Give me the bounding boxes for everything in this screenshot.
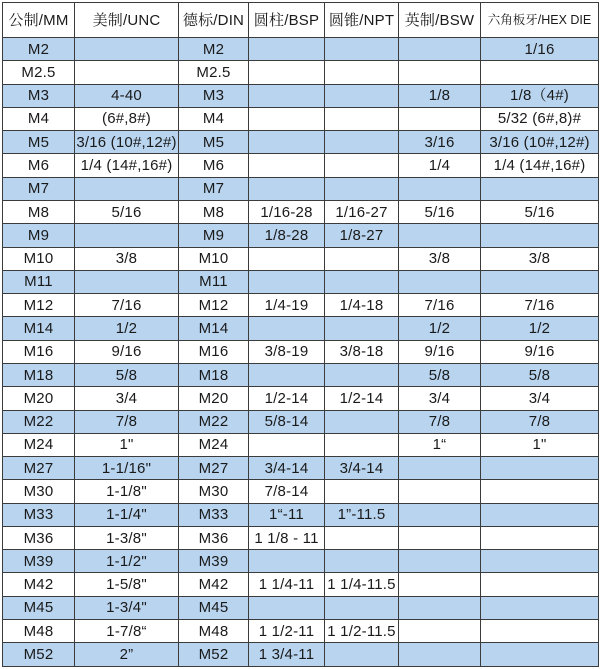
table-row	[3, 131, 599, 154]
cell-din: M9	[179, 224, 249, 247]
cell-bsp	[249, 61, 325, 84]
cell-bsw	[399, 596, 481, 619]
cell-unc: 1-1/2"	[75, 550, 179, 573]
cell-bsp: 3/8-19	[249, 340, 325, 363]
cell-hex-die	[481, 270, 599, 293]
cell-bsw	[399, 224, 481, 247]
cell-metric: M22	[3, 410, 75, 433]
cell-npt	[325, 84, 399, 107]
cell-din: M52	[179, 643, 249, 667]
cell-metric: M5	[3, 131, 75, 154]
cell-bsw	[399, 573, 481, 596]
table-row	[3, 224, 599, 247]
cell-npt	[325, 526, 399, 549]
cell-din: M36	[179, 526, 249, 549]
cell-unc: 1-1/16"	[75, 457, 179, 480]
cell-din: M2.5	[179, 61, 249, 84]
cell-bsw	[399, 620, 481, 643]
cell-unc	[75, 61, 179, 84]
table-row	[3, 526, 599, 549]
cell-unc	[75, 270, 179, 293]
cell-npt	[325, 61, 399, 84]
cell-bsw	[399, 38, 481, 61]
thread-size-chart	[2, 2, 598, 667]
cell-metric: M3	[3, 84, 75, 107]
table-row	[3, 38, 599, 61]
cell-din: M27	[179, 457, 249, 480]
cell-bsp	[249, 270, 325, 293]
cell-npt: 1/2-14	[325, 387, 399, 410]
cell-bsp: 1 1/4-11	[249, 573, 325, 596]
cell-bsp: 1/2-14	[249, 387, 325, 410]
cell-unc: 1-1/8"	[75, 480, 179, 503]
cell-unc	[75, 177, 179, 200]
cell-hex-die: 3/4	[481, 387, 599, 410]
cell-npt	[325, 270, 399, 293]
cell-bsw: 1/4	[399, 154, 481, 177]
cell-unc: 3/8	[75, 247, 179, 270]
cell-din: M4	[179, 107, 249, 130]
cell-bsp: 1/16-28	[249, 200, 325, 223]
cell-metric: M30	[3, 480, 75, 503]
cell-unc: 1-1/4"	[75, 503, 179, 526]
table-row	[3, 503, 599, 526]
cell-bsp: 7/8-14	[249, 480, 325, 503]
header-row	[3, 3, 599, 38]
cell-metric: M33	[3, 503, 75, 526]
cell-hex-die: 1/4 (14#,16#)	[481, 154, 599, 177]
column-header-unc: 美制/UNC	[75, 3, 179, 38]
cell-unc: 1-7/8“	[75, 620, 179, 643]
cell-bsp	[249, 596, 325, 619]
cell-bsp: 1 1/8 - 11	[249, 526, 325, 549]
cell-hex-die: 5/32 (6#,8)#	[481, 107, 599, 130]
cell-din: M7	[179, 177, 249, 200]
cell-hex-die	[481, 177, 599, 200]
cell-npt: 3/4-14	[325, 457, 399, 480]
column-header-hex-die: 六角板牙/HEX DIE	[481, 3, 599, 38]
cell-din: M10	[179, 247, 249, 270]
cell-npt	[325, 247, 399, 270]
cell-din: M2	[179, 38, 249, 61]
cell-metric: M10	[3, 247, 75, 270]
cell-unc: 3/4	[75, 387, 179, 410]
cell-metric: M7	[3, 177, 75, 200]
table-row	[3, 61, 599, 84]
cell-npt	[325, 177, 399, 200]
cell-bsp	[249, 550, 325, 573]
cell-unc: 5/16	[75, 200, 179, 223]
table-row	[3, 550, 599, 573]
cell-din: M6	[179, 154, 249, 177]
cell-npt: 1/16-27	[325, 200, 399, 223]
cell-hex-die: 7/8	[481, 410, 599, 433]
cell-metric: M12	[3, 294, 75, 317]
cell-metric: M16	[3, 340, 75, 363]
cell-npt: 1/4-18	[325, 294, 399, 317]
cell-hex-die	[481, 526, 599, 549]
cell-bsw: 3/4	[399, 387, 481, 410]
cell-metric: M2.5	[3, 61, 75, 84]
table-body	[3, 38, 599, 667]
cell-bsw: 5/8	[399, 363, 481, 386]
cell-npt	[325, 131, 399, 154]
table-row	[3, 410, 599, 433]
table-row	[3, 620, 599, 643]
table-row	[3, 154, 599, 177]
cell-din: M20	[179, 387, 249, 410]
cell-bsw: 1/2	[399, 317, 481, 340]
cell-bsp: 1 3/4-11	[249, 643, 325, 667]
table-row	[3, 596, 599, 619]
cell-bsw	[399, 643, 481, 667]
cell-unc: 1"	[75, 433, 179, 456]
cell-metric: M8	[3, 200, 75, 223]
cell-metric: M2	[3, 38, 75, 61]
cell-din: M22	[179, 410, 249, 433]
column-header-bsw: 英制/BSW	[399, 3, 481, 38]
table-row	[3, 107, 599, 130]
cell-hex-die: 1/2	[481, 317, 599, 340]
cell-bsw: 3/8	[399, 247, 481, 270]
cell-metric: M27	[3, 457, 75, 480]
cell-bsp	[249, 107, 325, 130]
cell-hex-die	[481, 596, 599, 619]
cell-bsp: 3/4-14	[249, 457, 325, 480]
cell-hex-die	[481, 224, 599, 247]
cell-bsw: 7/16	[399, 294, 481, 317]
cell-hex-die: 1"	[481, 433, 599, 456]
cell-unc: 7/16	[75, 294, 179, 317]
cell-bsw: 5/16	[399, 200, 481, 223]
cell-bsp	[249, 317, 325, 340]
cell-din: M3	[179, 84, 249, 107]
cell-din: M14	[179, 317, 249, 340]
column-header-metric: 公制/MM	[3, 3, 75, 38]
cell-bsw: 1“	[399, 433, 481, 456]
cell-bsw	[399, 526, 481, 549]
cell-bsp: 5/8-14	[249, 410, 325, 433]
cell-bsp: 1 1/2-11	[249, 620, 325, 643]
cell-bsp	[249, 177, 325, 200]
table-row	[3, 363, 599, 386]
cell-npt	[325, 363, 399, 386]
table-row	[3, 317, 599, 340]
cell-hex-die: 1/8（4#)	[481, 84, 599, 107]
cell-din: M39	[179, 550, 249, 573]
cell-bsp	[249, 247, 325, 270]
table-row	[3, 340, 599, 363]
cell-unc: 1-3/4"	[75, 596, 179, 619]
table-row	[3, 294, 599, 317]
table-row	[3, 84, 599, 107]
cell-bsp	[249, 131, 325, 154]
cell-bsw	[399, 503, 481, 526]
cell-unc: 5/8	[75, 363, 179, 386]
cell-bsp	[249, 433, 325, 456]
cell-din: M11	[179, 270, 249, 293]
cell-bsw	[399, 550, 481, 573]
table-row	[3, 457, 599, 480]
cell-bsw	[399, 177, 481, 200]
cell-npt	[325, 596, 399, 619]
cell-unc: 1-3/8"	[75, 526, 179, 549]
cell-bsp	[249, 84, 325, 107]
cell-hex-die	[481, 61, 599, 84]
cell-bsw	[399, 270, 481, 293]
cell-npt	[325, 550, 399, 573]
cell-hex-die: 3/16 (10#,12#)	[481, 131, 599, 154]
cell-npt: 1”-11.5	[325, 503, 399, 526]
cell-din: M5	[179, 131, 249, 154]
table-row	[3, 200, 599, 223]
cell-metric: M39	[3, 550, 75, 573]
cell-npt: 1/8-27	[325, 224, 399, 247]
cell-hex-die	[481, 457, 599, 480]
table-row	[3, 177, 599, 200]
cell-din: M48	[179, 620, 249, 643]
cell-unc: 3/16 (10#,12#)	[75, 131, 179, 154]
cell-hex-die: 9/16	[481, 340, 599, 363]
cell-npt: 3/8-18	[325, 340, 399, 363]
cell-hex-die: 5/8	[481, 363, 599, 386]
cell-hex-die: 7/16	[481, 294, 599, 317]
cell-hex-die: 3/8	[481, 247, 599, 270]
cell-bsw	[399, 457, 481, 480]
cell-bsw	[399, 480, 481, 503]
cell-metric: M11	[3, 270, 75, 293]
cell-npt	[325, 107, 399, 130]
cell-bsw: 1/8	[399, 84, 481, 107]
cell-metric: M24	[3, 433, 75, 456]
cell-metric: M9	[3, 224, 75, 247]
table-row	[3, 643, 599, 667]
cell-din: M30	[179, 480, 249, 503]
table-row	[3, 247, 599, 270]
table-row	[3, 480, 599, 503]
cell-bsw	[399, 107, 481, 130]
cell-hex-die	[481, 643, 599, 667]
table-header	[3, 3, 599, 38]
column-header-din: 德标/DIN	[179, 3, 249, 38]
cell-bsp	[249, 38, 325, 61]
cell-metric: M20	[3, 387, 75, 410]
cell-npt	[325, 643, 399, 667]
cell-unc: 1/2	[75, 317, 179, 340]
cell-hex-die: 1/16	[481, 38, 599, 61]
cell-hex-die	[481, 573, 599, 596]
cell-metric: M45	[3, 596, 75, 619]
cell-hex-die	[481, 503, 599, 526]
table-row	[3, 433, 599, 456]
table-row	[3, 270, 599, 293]
cell-metric: M6	[3, 154, 75, 177]
table-row	[3, 573, 599, 596]
cell-unc: 1/4 (14#,16#)	[75, 154, 179, 177]
cell-din: M8	[179, 200, 249, 223]
cell-npt	[325, 410, 399, 433]
cell-unc: 4-40	[75, 84, 179, 107]
column-header-bsp: 圆柱/BSP	[249, 3, 325, 38]
cell-din: M16	[179, 340, 249, 363]
cell-metric: M52	[3, 643, 75, 667]
cell-npt	[325, 154, 399, 177]
cell-npt	[325, 317, 399, 340]
cell-bsw: 7/8	[399, 410, 481, 433]
cell-metric: M14	[3, 317, 75, 340]
cell-unc	[75, 224, 179, 247]
cell-bsw: 9/16	[399, 340, 481, 363]
cell-hex-die	[481, 620, 599, 643]
cell-din: M24	[179, 433, 249, 456]
cell-metric: M4	[3, 107, 75, 130]
thread-conversion-table	[2, 2, 599, 667]
cell-din: M18	[179, 363, 249, 386]
cell-metric: M42	[3, 573, 75, 596]
cell-din: M42	[179, 573, 249, 596]
cell-unc: (6#,8#)	[75, 107, 179, 130]
table-row	[3, 387, 599, 410]
cell-bsp: 1/4-19	[249, 294, 325, 317]
cell-din: M45	[179, 596, 249, 619]
cell-npt: 1 1/2-11.5	[325, 620, 399, 643]
cell-unc: 1-5/8"	[75, 573, 179, 596]
cell-unc: 7/8	[75, 410, 179, 433]
column-header-npt: 圆锥/NPT	[325, 3, 399, 38]
cell-npt	[325, 433, 399, 456]
cell-metric: M36	[3, 526, 75, 549]
cell-hex-die	[481, 480, 599, 503]
cell-bsp: 1/8-28	[249, 224, 325, 247]
cell-npt: 1 1/4-11.5	[325, 573, 399, 596]
cell-metric: M18	[3, 363, 75, 386]
cell-bsp	[249, 363, 325, 386]
cell-unc: 2”	[75, 643, 179, 667]
cell-unc	[75, 38, 179, 61]
cell-hex-die: 5/16	[481, 200, 599, 223]
cell-metric: M48	[3, 620, 75, 643]
cell-unc: 9/16	[75, 340, 179, 363]
cell-npt	[325, 480, 399, 503]
cell-bsw: 3/16	[399, 131, 481, 154]
cell-din: M33	[179, 503, 249, 526]
cell-din: M12	[179, 294, 249, 317]
cell-npt	[325, 38, 399, 61]
cell-bsp	[249, 154, 325, 177]
cell-bsw	[399, 61, 481, 84]
cell-bsp: 1“-11	[249, 503, 325, 526]
cell-hex-die	[481, 550, 599, 573]
